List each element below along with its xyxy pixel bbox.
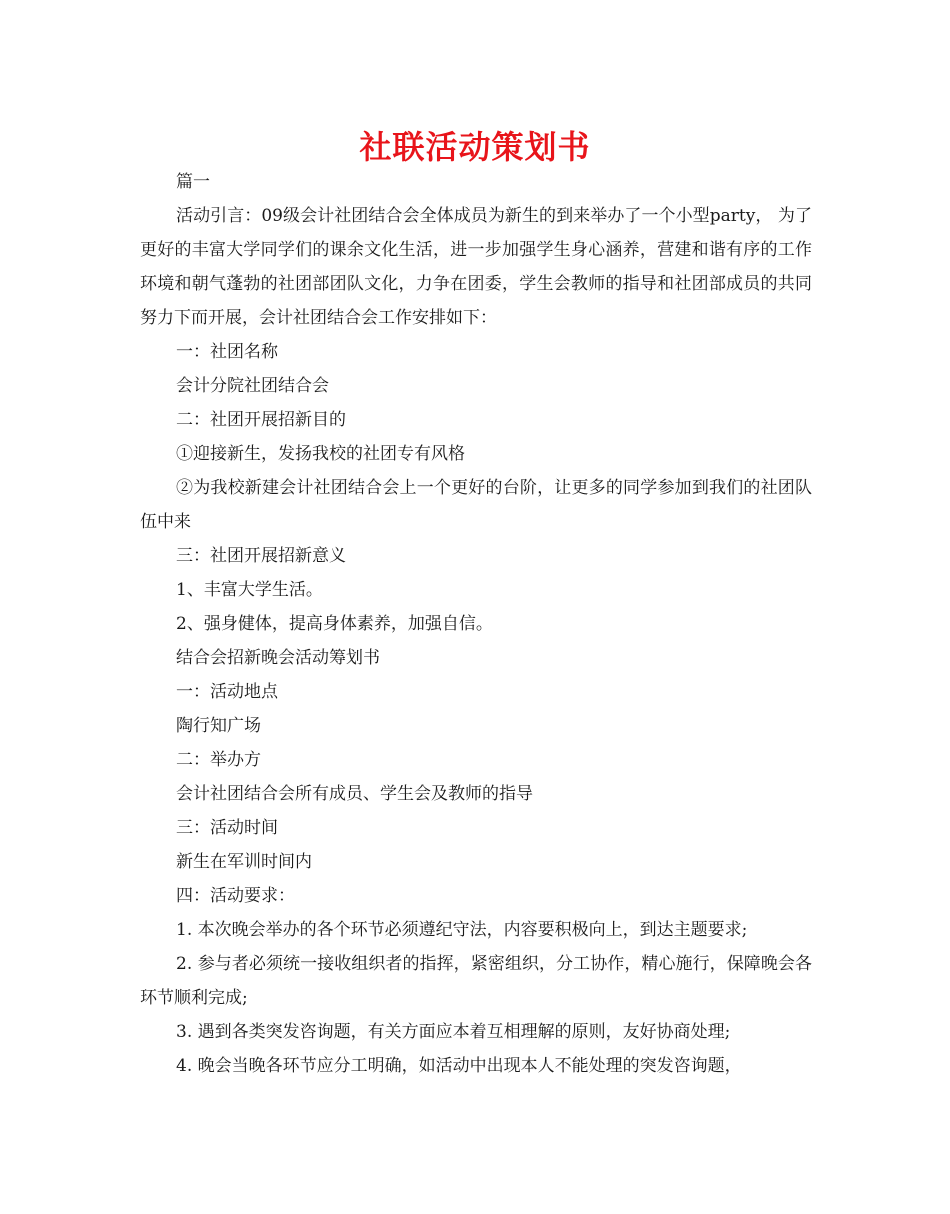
heading-recruit-significance: 三：社团开展招新意义 [176,546,346,566]
club-name-text: 会计分院社团结合会 [176,376,329,396]
requirement-item-1: 1. 本次晚会举办的各个环节必须遵纪守法，内容要积极向上，到达主题要求; [176,920,748,940]
heading-time: 三：活动时间 [176,818,278,838]
document-title: 社联活动策划书 [359,128,591,166]
heading-club-name: 一：社团名称 [176,342,278,362]
significance-item-1: 1、丰富大学生活。 [176,580,323,600]
heading-requirements: 四：活动要求： [176,886,295,906]
document-body [140,165,812,1083]
time-text: 新生在军训时间内 [176,852,312,872]
heading-location: 一：活动地点 [176,682,278,702]
subplan-title: 结合会招新晚会活动筹划书 [176,648,380,668]
heading-recruit-purpose: 二：社团开展招新目的 [176,410,346,430]
purpose-item-1: ①迎接新生，发扬我校的社团专有风格 [176,444,465,464]
significance-item-2: 2、强身健体，提高身体素养，加强自信。 [176,614,493,634]
heading-organizer: 二：举办方 [176,750,261,770]
requirement-item-3: 3. 遇到各类突发咨询题，有关方面应本着互相理解的原则，友好协商处理; [176,1022,731,1042]
requirement-item-2: 2. 参与者必须统一接收组织者的指挥，紧密组织，分工协作，精心施行，保障晚会各环节顺利完成; [140,954,812,1008]
location-text: 陶行知广场 [176,716,261,736]
section-label: 篇一 [176,172,210,192]
intro-paragraph: 活动引言：09级会计社团结合会全体成员为新生的到来举办了一个小型party， 为了更好的丰富大学同学们的课余文化生活，进一步加强学生身心涵养，营建和谐有序的工作环境和朝气蓬勃的社团部团队文化，力争在团委，学生会教师的指导和社团部成员的共同努力下而开展，会计社团结合会工作安排如下： [140,206,812,328]
purpose-item-2: ②为我校新建会计社团结合会上一个更好的台阶，让更多的同学参加到我们的社团队伍中来 [140,478,812,532]
organizer-text: 会计社团结合会所有成员、学生会及教师的指导 [176,784,533,804]
requirement-item-4: 4. 晚会当晚各环节应分工明确，如活动中出现本人不能处理的突发咨询题， [176,1056,742,1076]
